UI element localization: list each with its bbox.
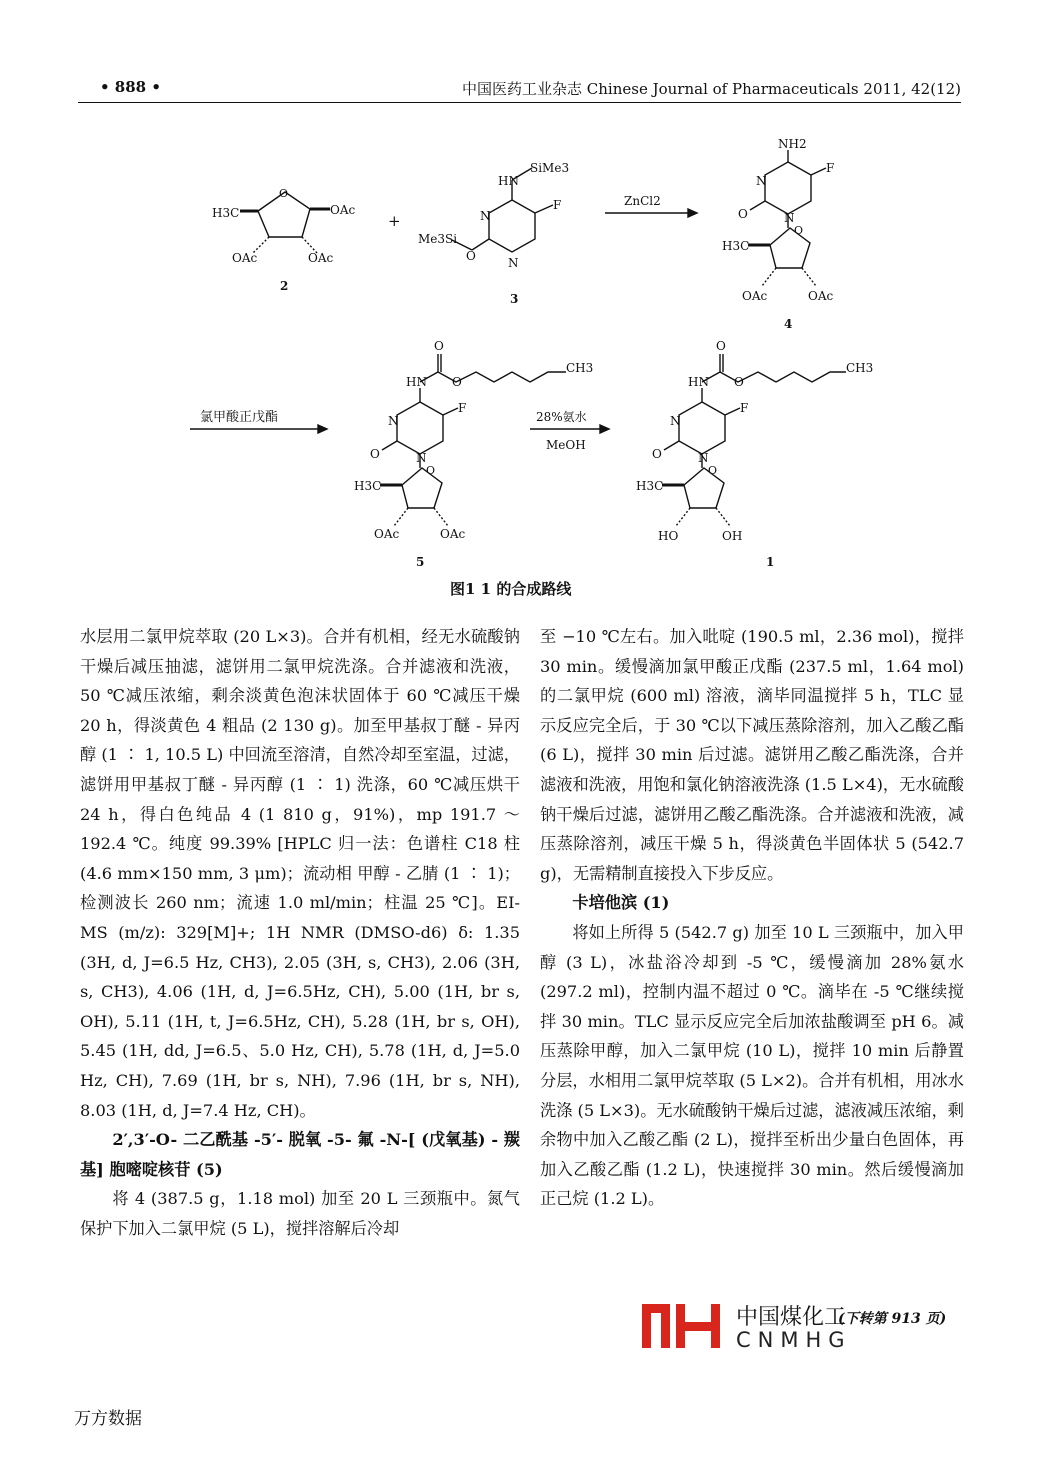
header-rule <box>78 102 961 103</box>
c5-label: N <box>416 451 427 465</box>
c3-label: Me3Si <box>418 232 458 246</box>
c5-label: H3C <box>354 479 382 493</box>
c1-label: H3C <box>636 479 664 493</box>
compound-5-number: 5 <box>416 555 425 569</box>
c5-label: N <box>388 414 399 428</box>
c3-label: HN <box>498 174 519 188</box>
compound-1-structure <box>636 339 873 569</box>
compound-5-structure <box>354 339 593 569</box>
watermark-text-en: CNMHG <box>736 1328 852 1352</box>
watermark-mark-icon <box>640 1300 730 1355</box>
c2-label: OAc <box>308 251 334 265</box>
c4-label: H3C <box>722 239 750 253</box>
reagent-ammonia: 28%氨水 <box>536 410 587 424</box>
paragraph: 至 −10 ℃左右。加入吡啶 (190.5 ml，2.36 mol)，搅拌 30 min。缓慢滴加氯甲酸正戊酯 (237.5 ml，1.64 mol) 的二氯甲烷 (600 ml) 溶液，滴毕同温搅拌 5 h，TLC 显示反应完全后，于 30 ℃以下减压蒸除溶剂，加入乙酸乙酯 (6 L)，搅拌 30 min 后过滤。滤饼用乙酸乙酯洗涤，合并滤液和洗液，用饱和氯化钠溶液洗涤 (1.5 L×4)，无水硫酸钠干燥后过滤，滤饼用乙酸乙酯洗涤。合并滤液和洗液，减压蒸除溶剂，减压干燥 5 h，得淡黄色半固体状 5 (542.7 g)，无需精制直接投入下步反应。 <box>540 627 964 883</box>
c1-label: CH3 <box>846 361 874 375</box>
c5-label: CH3 <box>566 361 594 375</box>
reagent-zncl2: ZnCl2 <box>624 194 661 208</box>
right-column <box>540 622 964 1214</box>
c5-label: F <box>458 401 467 415</box>
synthesis-scheme <box>0 110 1039 610</box>
paragraph: 水层用二氯甲烷萃取 (20 L×3)。合并有机相，经无水硫酸钠干燥后减压抽滤，滤饼用二氯甲烷洗涤。合并滤液和洗液，50 ℃减压浓缩，剩余淡黄色泡沫状固体于 60 ℃减压干燥 20 h，得淡黄色 4 粗品 (2 130 g)。加至甲基叔丁醚 - 异丙醇 (1 ∶ 1, 10.5 L) 中回流至溶清，自然冷却至室温，过滤，滤饼用甲基叔丁醚 - 异丙醇 (1 ∶ 1) 洗涤，60 ℃减压烘干 24 h，得白色纯品 4 (1 810 g，91%)，mp 191.7 ～ 192.4 ℃。纯度 99.39% [HPLC 归一法：色谱柱 C18 柱 (4.6 mm×150 mm, 3 μm)；流动相 甲醇 - 乙腈 (1 ∶ 1)；检测波长 260 nm；流速 1.0 ml/min；柱温 25 ℃]。EI-MS (m/z): 329[M]+; 1H NMR (DMSO-d6) δ: 1.35 (3H, d, J=6.5 Hz, CH3), 2.05 (3H, s, CH3), 2.06 (3H, s, CH3), 4.06 (1H, d, J=6.5Hz, CH), 5.00 (1H, br s, OH), 5.11 (1H, t, J=6.5Hz, CH), 5.28 (1H, br s, OH), 5.45 (1H, dd, J=6.5、5.0 Hz, CH), 5.78 (1H, d, J=5.0 Hz, CH), 7.69 (1H, br s, NH), 7.96 (1H, br s, NH), 8.03 (1H, d, J=7.4 Hz, CH)。 <box>80 627 520 1120</box>
compound-2-number: 2 <box>280 279 289 293</box>
journal-header: 中国医药工业杂志 Chinese Journal of Pharmaceuticals 2011, 42(12) <box>462 80 961 98</box>
c4-label: NH2 <box>778 137 807 151</box>
footer-source: 万方数据 <box>74 1409 142 1429</box>
c5-label: O <box>434 339 444 353</box>
plus-sign: + <box>388 212 401 230</box>
c3-label: F <box>553 198 562 212</box>
c1-label: F <box>740 401 749 415</box>
compound-3-number: 3 <box>510 292 519 306</box>
reagent-pentyl-chloroformate: 氯甲酸正戊酯 <box>200 410 279 425</box>
c1-label: O <box>708 464 718 477</box>
c4-label: O <box>794 224 804 237</box>
c5-label: HN <box>406 375 427 389</box>
c2-ring-o: O <box>279 187 289 200</box>
section-heading: 卡培他滨 (1) <box>572 893 670 913</box>
c5-label: O <box>452 375 462 389</box>
c1-label: OH <box>722 529 743 543</box>
compound-1-number: 1 <box>766 555 775 569</box>
compound-4-number: 4 <box>784 317 793 331</box>
c5-label: OAc <box>374 527 400 541</box>
c2-label: H3C <box>212 206 240 220</box>
c5-label: O <box>426 464 436 477</box>
figure-caption: 图1 1 的合成路线 <box>450 580 572 598</box>
c4-label: N <box>784 211 795 225</box>
c4-label: OAc <box>742 289 768 303</box>
c3-label: SiMe3 <box>530 161 570 175</box>
section-heading: 2′,3′-O- 二乙酰基 -5′- 脱氧 -5- 氟 -N-[ (戊氧基) - 羰基] 胞嘧啶核苷 (5) <box>80 1130 520 1179</box>
c4-label: F <box>826 161 835 175</box>
c4-label: N <box>756 174 767 188</box>
c1-label: N <box>698 451 709 465</box>
c1-label: HO <box>658 529 679 543</box>
compound-4-structure <box>722 137 834 331</box>
c1-label: O <box>652 447 662 461</box>
c1-label: HN <box>688 375 709 389</box>
c5-label: OAc <box>440 527 466 541</box>
left-column <box>80 622 520 1243</box>
compound-2-structure <box>212 187 356 293</box>
c5-label: O <box>370 447 380 461</box>
c3-label: N <box>508 256 519 270</box>
c4-label: OAc <box>808 289 834 303</box>
c2-label: OAc <box>232 251 258 265</box>
c2-label: OAc <box>330 203 356 217</box>
watermark-text-cn: 中国煤化工 <box>736 1305 847 1330</box>
paragraph: 将如上所得 5 (542.7 g) 加至 10 L 三颈瓶中，加入甲醇 (3 L)，冰盐浴冷却到 -5 ℃，缓慢滴加 28%氨水 (297.2 ml)，控制内温不超过 0 ℃。滴毕在 -5 ℃继续搅拌 30 min。TLC 显示反应完全后加浓盐酸调至 pH 6。减压蒸除甲醇，加入二氯甲烷 (10 L)，搅拌 10 min 后静置分层，水相用二氯甲烷萃取 (5 L×2)。合并有机相，用冰水洗涤 (5 L×3)。无水硫酸钠干燥后过滤，滤液减压浓缩，剩余物中加入乙酸乙酯 (2 L)，搅拌至析出少量白色固体，再加入乙酸乙酯 (1.2 L)，快速搅拌 30 min。然后缓慢滴加正己烷 (1.2 L)。 <box>540 922 964 1209</box>
c1-label: O <box>734 375 744 389</box>
reagent-methanol: MeOH <box>546 438 586 452</box>
c1-label: N <box>670 414 681 428</box>
continued-note: (下转第 913 页) <box>838 1311 947 1327</box>
c3-label: O <box>466 249 476 263</box>
c4-label: O <box>738 207 748 221</box>
c1-label: O <box>716 339 726 353</box>
paragraph: 将 4 (387.5 g，1.18 mol) 加至 20 L 三颈瓶中。氮气保护下加入二氯甲烷 (5 L)，搅拌溶解后冷却 <box>80 1189 520 1238</box>
compound-3-structure <box>418 161 569 306</box>
c3-label: N <box>480 209 491 223</box>
page-number: • 888 • <box>100 78 161 96</box>
